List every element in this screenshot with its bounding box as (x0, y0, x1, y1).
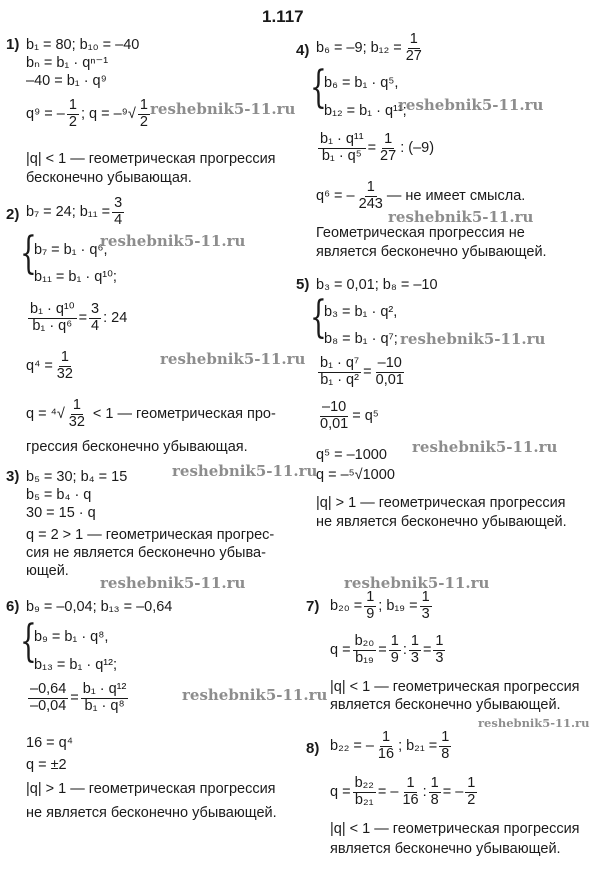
denominator: 4 (91, 317, 100, 334)
equation: 16 = q⁴ (26, 735, 73, 751)
denominator: 2 (467, 791, 476, 808)
fraction (364, 590, 376, 623)
conclusion: |q| < 1 — геометрическая прогрессия (330, 679, 580, 695)
page-title: 1.117 (262, 7, 304, 26)
equation: q⁵ = –1000 (316, 447, 387, 463)
text: ; q = – (80, 106, 122, 123)
fraction (376, 730, 396, 763)
text: b₂₂ = – (330, 738, 374, 755)
numerator: 1 (390, 633, 399, 649)
numerator: 1 (467, 775, 476, 791)
watermark: reshebnik5-11.ru (182, 686, 328, 704)
denominator: 16 (402, 791, 419, 808)
numerator: b₁ · q¹² (82, 681, 127, 697)
text: : 24 (103, 310, 128, 327)
given (330, 590, 434, 623)
text: : (402, 642, 407, 659)
equation: q = ±2 (26, 757, 67, 773)
fraction (404, 32, 424, 65)
conclusion: Геометрическая прогрессия не (316, 225, 525, 241)
denominator: 8 (441, 745, 450, 762)
denominator: 3 (435, 649, 444, 666)
fraction (353, 776, 376, 809)
text: ; b₂₁ = (398, 738, 438, 755)
text: < 1 — геометрическая про- (92, 406, 276, 423)
given: b₁ = 80; b₁₀ = –40 (26, 37, 140, 53)
text: = (422, 642, 432, 659)
denominator: 2 (139, 113, 148, 130)
fraction (318, 132, 366, 165)
fraction (81, 682, 129, 715)
equation (316, 400, 379, 433)
denominator: 2 (68, 113, 77, 130)
text: q = (330, 784, 351, 801)
numerator: 3 (91, 301, 100, 317)
fraction (67, 98, 79, 131)
numerator: 1 (366, 589, 375, 605)
denominator: 3 (410, 649, 419, 666)
conclusion: |q| < 1 — геометрическая прогрессия (330, 821, 580, 837)
fraction (374, 356, 406, 389)
system-line: b₃ = b₁ · q², (324, 304, 398, 320)
equation (330, 776, 479, 809)
fraction (357, 180, 385, 213)
text: = – (377, 784, 399, 801)
denominator: b₁₉ (355, 649, 374, 666)
conclusion: |q| > 1 — геометрическая прогрессия (316, 495, 566, 511)
text: = (70, 690, 79, 707)
text: = (78, 310, 88, 327)
equation: –40 = b₁ · q⁹ (26, 73, 107, 89)
system-line: b₁₃ = b₁ · q¹²; (34, 657, 117, 673)
denominator: 16 (377, 745, 395, 762)
fraction (89, 302, 101, 335)
numerator: b₂₂ (354, 775, 374, 791)
denominator: b₂₁ (354, 791, 374, 808)
equation (26, 302, 127, 335)
conclusion: не является бесконечно убывающей. (26, 805, 277, 821)
watermark: reshebnik5-11.ru (478, 716, 590, 730)
fraction (400, 776, 420, 809)
conclusion: является бесконечно убывающей. (330, 841, 561, 857)
numerator: 1 (435, 633, 444, 649)
equation (316, 356, 408, 389)
numerator: b₂₀ (354, 633, 375, 649)
denominator: 4 (114, 211, 123, 228)
text: q⁶ = – (316, 188, 355, 205)
denominator: 32 (68, 413, 85, 430)
watermark: reshebnik5-11.ru (172, 462, 318, 480)
system-line: b₁₂ = b₁ · q¹¹; (324, 103, 407, 119)
numerator: b₁ · q¹⁰ (30, 301, 75, 317)
conclusion: ющей. (26, 563, 69, 579)
system-brace: { (20, 228, 37, 279)
fraction (429, 776, 441, 809)
text: : (–9) (400, 140, 435, 157)
numerator: 1 (409, 31, 418, 47)
numerator: 1 (139, 97, 148, 113)
system-brace: { (310, 292, 327, 343)
fraction (433, 634, 445, 667)
text: = (378, 642, 387, 659)
denominator: 9 (390, 649, 399, 666)
text: — не имеет смысла. (386, 188, 526, 205)
fraction (378, 132, 398, 165)
denominator: 0,01 (375, 371, 404, 388)
text: q⁹ = – (26, 106, 65, 123)
text: : (422, 784, 427, 801)
denominator: b₁ · q⁵ (321, 147, 362, 164)
watermark: reshebnik5-11.ru (150, 100, 296, 118)
numerator: 1 (441, 729, 450, 745)
numerator: 3 (114, 195, 123, 211)
equation (330, 634, 447, 667)
equation (26, 682, 130, 715)
denominator: 27 (405, 47, 422, 64)
numerator: –10 (322, 399, 347, 415)
fraction (353, 634, 377, 667)
watermark: reshebnik5-11.ru (100, 232, 246, 250)
fraction (465, 776, 477, 809)
watermark: reshebnik5-11.ru (344, 574, 490, 592)
given (316, 32, 426, 65)
fraction (112, 196, 124, 229)
fraction (55, 350, 75, 383)
equation (26, 350, 77, 383)
problem-number: 8) (306, 740, 320, 757)
fraction (420, 590, 432, 623)
watermark: reshebnik5-11.ru (160, 350, 306, 368)
problem-number: 7) (306, 598, 320, 615)
equation (316, 132, 434, 165)
numerator: b₁ · q¹¹ (320, 131, 364, 147)
text: b₂₀ = (330, 598, 363, 615)
conclusion: является бесконечно убывающей. (330, 697, 561, 713)
fraction (318, 400, 350, 433)
given: b₃ = 0,01; b₈ = –10 (316, 277, 438, 293)
system-line: b₉ = b₁ · q⁸, (34, 629, 109, 645)
numerator: b₁ · q⁷ (320, 355, 360, 371)
text: b₆ = –9; b₁₂ = (316, 40, 402, 57)
conclusion: сия не является бесконечно убыва- (26, 545, 266, 561)
numerator: 1 (381, 729, 391, 745)
watermark: reshebnik5-11.ru (400, 330, 546, 348)
text: ; b₁₉ = (378, 598, 418, 615)
system-line: b₁₁ = b₁ · q¹⁰; (34, 269, 117, 285)
numerator: 1 (384, 131, 393, 147)
text: = (367, 140, 377, 157)
watermark: reshebnik5-11.ru (100, 574, 246, 592)
denominator: –0,04 (30, 697, 67, 714)
text: q = (330, 642, 351, 659)
fraction (439, 730, 451, 763)
denominator: 27 (380, 147, 397, 164)
system-line: b₈ = b₁ · q⁷; (324, 331, 398, 347)
numerator: 1 (406, 775, 415, 791)
equation (26, 98, 152, 131)
given: b₉ = –0,04; b₁₃ = –0,64 (26, 599, 173, 615)
numerator: 1 (72, 397, 81, 413)
problem-number: 4) (296, 42, 310, 59)
fraction (318, 356, 361, 389)
numerator: –10 (377, 355, 402, 371)
numerator: 1 (60, 349, 69, 365)
fraction (28, 302, 77, 335)
formula: bₙ = b₁ · qⁿ⁻¹ (26, 55, 109, 71)
denominator: b₁ · q⁸ (84, 697, 125, 714)
denominator: 243 (358, 195, 383, 212)
given (26, 196, 126, 229)
formula: b₅ = b₄ · q (26, 487, 92, 503)
denominator: 32 (56, 365, 73, 382)
numerator: 1 (68, 97, 77, 113)
conclusion: бесконечно убывающая. (26, 170, 192, 186)
problem-number: 3) (6, 468, 20, 485)
root-sign: ⁹√ (121, 106, 136, 123)
denominator: 3 (421, 605, 430, 622)
numerator: 1 (421, 589, 430, 605)
fraction (409, 634, 421, 667)
text: b₇ = 24; b₁₁ = (26, 204, 111, 221)
numerator: 1 (366, 179, 375, 195)
denominator: 9 (366, 605, 375, 622)
conclusion: |q| > 1 — геометрическая прогрессия (26, 781, 276, 797)
fraction (67, 398, 87, 431)
text: = q⁵ (352, 408, 379, 425)
given (330, 730, 453, 763)
problem-number: 5) (296, 276, 310, 293)
conclusion: |q| < 1 — геометрическая прогрессия (26, 151, 276, 167)
fraction (389, 634, 401, 667)
numerator: 1 (410, 633, 419, 649)
equation: 30 = 15 · q (26, 505, 96, 521)
conclusion: не является бесконечно убывающей. (316, 514, 567, 530)
system-line: b₆ = b₁ · q⁵, (324, 75, 399, 91)
text: q⁴ = (26, 358, 53, 375)
problem-number: 2) (6, 206, 20, 223)
watermark: reshebnik5-11.ru (398, 96, 544, 114)
fraction (28, 682, 68, 715)
watermark: reshebnik5-11.ru (412, 438, 558, 456)
equation (26, 398, 276, 431)
equation: q = –⁵√1000 (316, 467, 395, 483)
fraction (138, 98, 150, 131)
denominator: 0,01 (320, 415, 349, 432)
system-brace: { (310, 62, 327, 113)
denominator: b₁ · q⁶ (32, 317, 73, 334)
numerator: –0,64 (30, 681, 67, 697)
denominator: b₁ · q² (320, 371, 359, 388)
numerator: 1 (430, 775, 439, 791)
conclusion: q = 2 > 1 — геометрическая прогрес- (26, 527, 275, 543)
denominator: 8 (430, 791, 439, 808)
problem-number: 1) (6, 36, 20, 53)
text: = – (442, 784, 464, 801)
watermark: reshebnik5-11.ru (388, 208, 534, 226)
conclusion: является бесконечно убывающей. (316, 244, 547, 260)
problem-number: 6) (6, 598, 20, 615)
given: b₅ = 30; b₄ = 15 (26, 469, 128, 485)
text: = (363, 364, 372, 381)
system-line: b₇ = b₁ · q⁶, (34, 242, 108, 258)
conclusion: грессия бесконечно убывающая. (26, 439, 248, 455)
text: q = ⁴√ (26, 406, 65, 423)
system-brace: { (20, 616, 37, 667)
